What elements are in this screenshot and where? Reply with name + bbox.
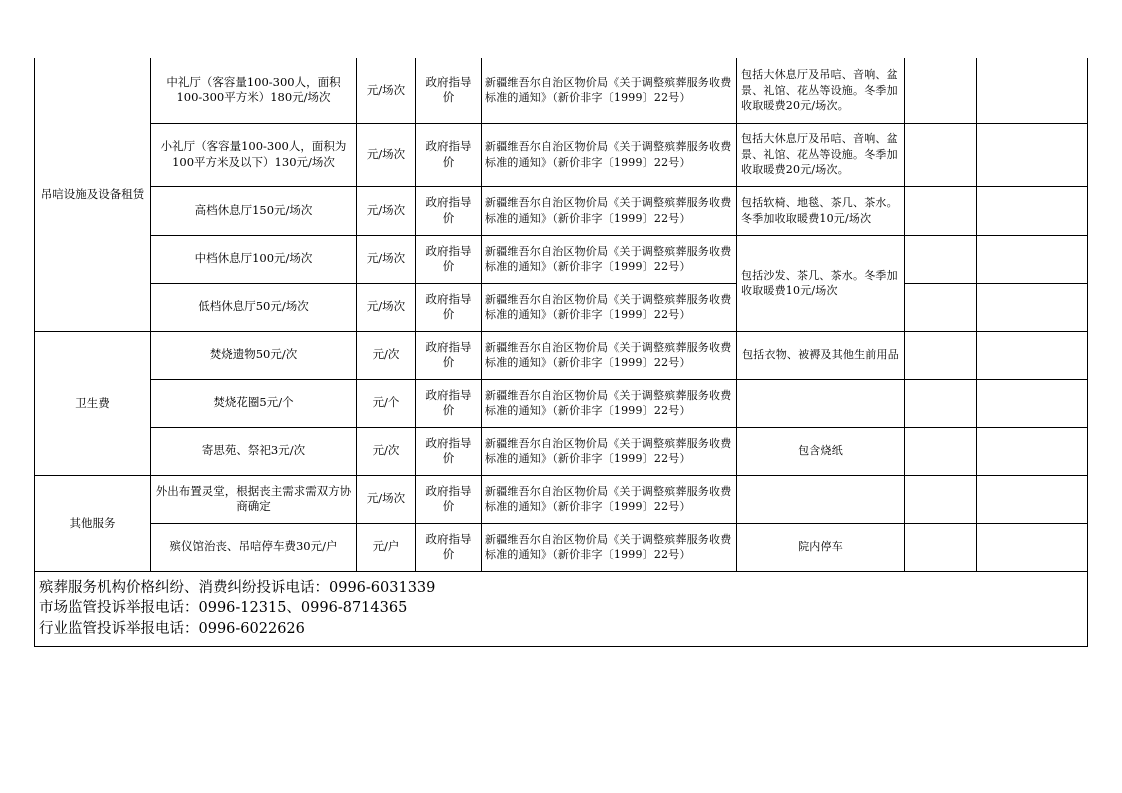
unit-cell: 元/户 xyxy=(357,523,416,571)
table-row xyxy=(35,475,1088,523)
note-cell xyxy=(737,475,905,523)
item-cell: 焚烧遗物50元/次 xyxy=(151,331,357,379)
basis-cell: 新疆维吾尔自治区物价局《关于调整殡葬服务收费标准的通知》（新价非字〔1999〕22号） xyxy=(482,186,737,235)
table-row xyxy=(35,283,1088,331)
empty-cell xyxy=(905,331,977,379)
basis-cell: 新疆维吾尔自治区物价局《关于调整殡葬服务收费标准的通知》（新价非字〔1999〕22号） xyxy=(482,58,737,123)
item-cell: 中档休息厅100元/场次 xyxy=(151,235,357,283)
pricing-cell: 政府指导价 xyxy=(416,427,482,475)
unit-cell: 元/场次 xyxy=(357,58,416,123)
category-cell: 其他服务 xyxy=(35,475,151,571)
basis-cell: 新疆维吾尔自治区物价局《关于调整殡葬服务收费标准的通知》（新价非字〔1999〕22号） xyxy=(482,523,737,571)
empty-cell xyxy=(905,523,977,571)
item-cell: 中礼厅（客容量100-300人，面积100-300平方米）180元/场次 xyxy=(151,58,357,123)
table-row xyxy=(35,123,1088,186)
unit-cell: 元/场次 xyxy=(357,283,416,331)
empty-cell xyxy=(977,58,1088,123)
pricing-cell: 政府指导价 xyxy=(416,475,482,523)
basis-cell: 新疆维吾尔自治区物价局《关于调整殡葬服务收费标准的通知》（新价非字〔1999〕22号） xyxy=(482,123,737,186)
category-cell: 吊唁设施及设备租赁 xyxy=(35,58,151,331)
basis-cell: 新疆维吾尔自治区物价局《关于调整殡葬服务收费标准的通知》（新价非字〔1999〕22号） xyxy=(482,379,737,427)
footer-line-industry-supervision: 行业监管投诉举报电话：0996-6022626 xyxy=(39,620,305,637)
unit-cell: 元/个 xyxy=(357,379,416,427)
note-cell: 院内停车 xyxy=(737,523,905,571)
item-cell: 小礼厅（客容量100-300人，面积为100平方米及以下）130元/场次 xyxy=(151,123,357,186)
table-row xyxy=(35,186,1088,235)
empty-cell xyxy=(977,475,1088,523)
note-cell: 包括沙发、茶几、茶水。冬季加收取暖费10元/场次 xyxy=(737,235,905,331)
note-cell: 包含烧纸 xyxy=(737,427,905,475)
empty-cell xyxy=(977,123,1088,186)
footer-line-market-supervision: 市场监管投诉举报电话：0996-12315、0996-8714365 xyxy=(39,600,408,616)
empty-cell xyxy=(905,475,977,523)
fee-table xyxy=(34,58,1088,647)
empty-cell xyxy=(905,427,977,475)
table-row xyxy=(35,331,1088,379)
table-row xyxy=(35,523,1088,571)
item-cell: 外出布置灵堂，根据丧主需求需双方协商确定 xyxy=(151,475,357,523)
unit-cell: 元/次 xyxy=(357,427,416,475)
empty-cell xyxy=(905,235,977,283)
item-cell: 焚烧花圈5元/个 xyxy=(151,379,357,427)
category-cell: 卫生费 xyxy=(35,331,151,475)
pricing-cell: 政府指导价 xyxy=(416,331,482,379)
basis-cell: 新疆维吾尔自治区物价局《关于调整殡葬服务收费标准的通知》（新价非字〔1999〕22号） xyxy=(482,283,737,331)
unit-cell: 元/场次 xyxy=(357,235,416,283)
unit-cell: 元/场次 xyxy=(357,186,416,235)
empty-cell xyxy=(977,379,1088,427)
basis-cell: 新疆维吾尔自治区物价局《关于调整殡葬服务收费标准的通知》（新价非字〔1999〕22号） xyxy=(482,427,737,475)
empty-cell xyxy=(977,331,1088,379)
empty-cell xyxy=(905,283,977,331)
unit-cell: 元/场次 xyxy=(357,475,416,523)
empty-cell xyxy=(977,235,1088,283)
pricing-cell: 政府指导价 xyxy=(416,58,482,123)
empty-cell xyxy=(977,283,1088,331)
pricing-cell: 政府指导价 xyxy=(416,186,482,235)
unit-cell: 元/场次 xyxy=(357,123,416,186)
item-cell: 寄思苑、祭祀3元/次 xyxy=(151,427,357,475)
note-cell: 包括大休息厅及吊唁、音响、盆景、礼馆、花丛等设施。冬季加收取暖费20元/场次。 xyxy=(737,123,905,186)
table-row xyxy=(35,58,1088,123)
item-cell: 高档休息厅150元/场次 xyxy=(151,186,357,235)
complaint-contacts xyxy=(35,571,1088,646)
note-cell xyxy=(737,379,905,427)
pricing-cell: 政府指导价 xyxy=(416,235,482,283)
empty-cell xyxy=(905,123,977,186)
basis-cell: 新疆维吾尔自治区物价局《关于调整殡葬服务收费标准的通知》（新价非字〔1999〕22号） xyxy=(482,235,737,283)
empty-cell xyxy=(905,379,977,427)
item-cell: 殡仪馆治丧、吊唁停车费30元/户 xyxy=(151,523,357,571)
empty-cell xyxy=(977,523,1088,571)
note-cell: 包括大休息厅及吊唁、音响、盆景、礼馆、花丛等设施。冬季加收取暖费20元/场次。 xyxy=(737,58,905,123)
table-row xyxy=(35,427,1088,475)
pricing-cell: 政府指导价 xyxy=(416,523,482,571)
empty-cell xyxy=(977,427,1088,475)
empty-cell xyxy=(905,58,977,123)
item-cell: 低档休息厅50元/场次 xyxy=(151,283,357,331)
empty-cell xyxy=(905,186,977,235)
table-row xyxy=(35,235,1088,283)
basis-cell: 新疆维吾尔自治区物价局《关于调整殡葬服务收费标准的通知》（新价非字〔1999〕22号） xyxy=(482,331,737,379)
pricing-cell: 政府指导价 xyxy=(416,379,482,427)
basis-cell: 新疆维吾尔自治区物价局《关于调整殡葬服务收费标准的通知》（新价非字〔1999〕22号） xyxy=(482,475,737,523)
note-cell: 包括软椅、地毯、茶几、茶水。冬季加收取暖费10元/场次 xyxy=(737,186,905,235)
pricing-cell: 政府指导价 xyxy=(416,123,482,186)
note-cell: 包括衣物、被褥及其他生前用品 xyxy=(737,331,905,379)
table-row xyxy=(35,379,1088,427)
empty-cell xyxy=(977,186,1088,235)
pricing-cell: 政府指导价 xyxy=(416,283,482,331)
footer-row xyxy=(35,571,1088,646)
unit-cell: 元/次 xyxy=(357,331,416,379)
footer-line-price-dispute: 殡葬服务机构价格纠纷、消费纠纷投诉电话：0996-6031339 xyxy=(39,579,436,596)
